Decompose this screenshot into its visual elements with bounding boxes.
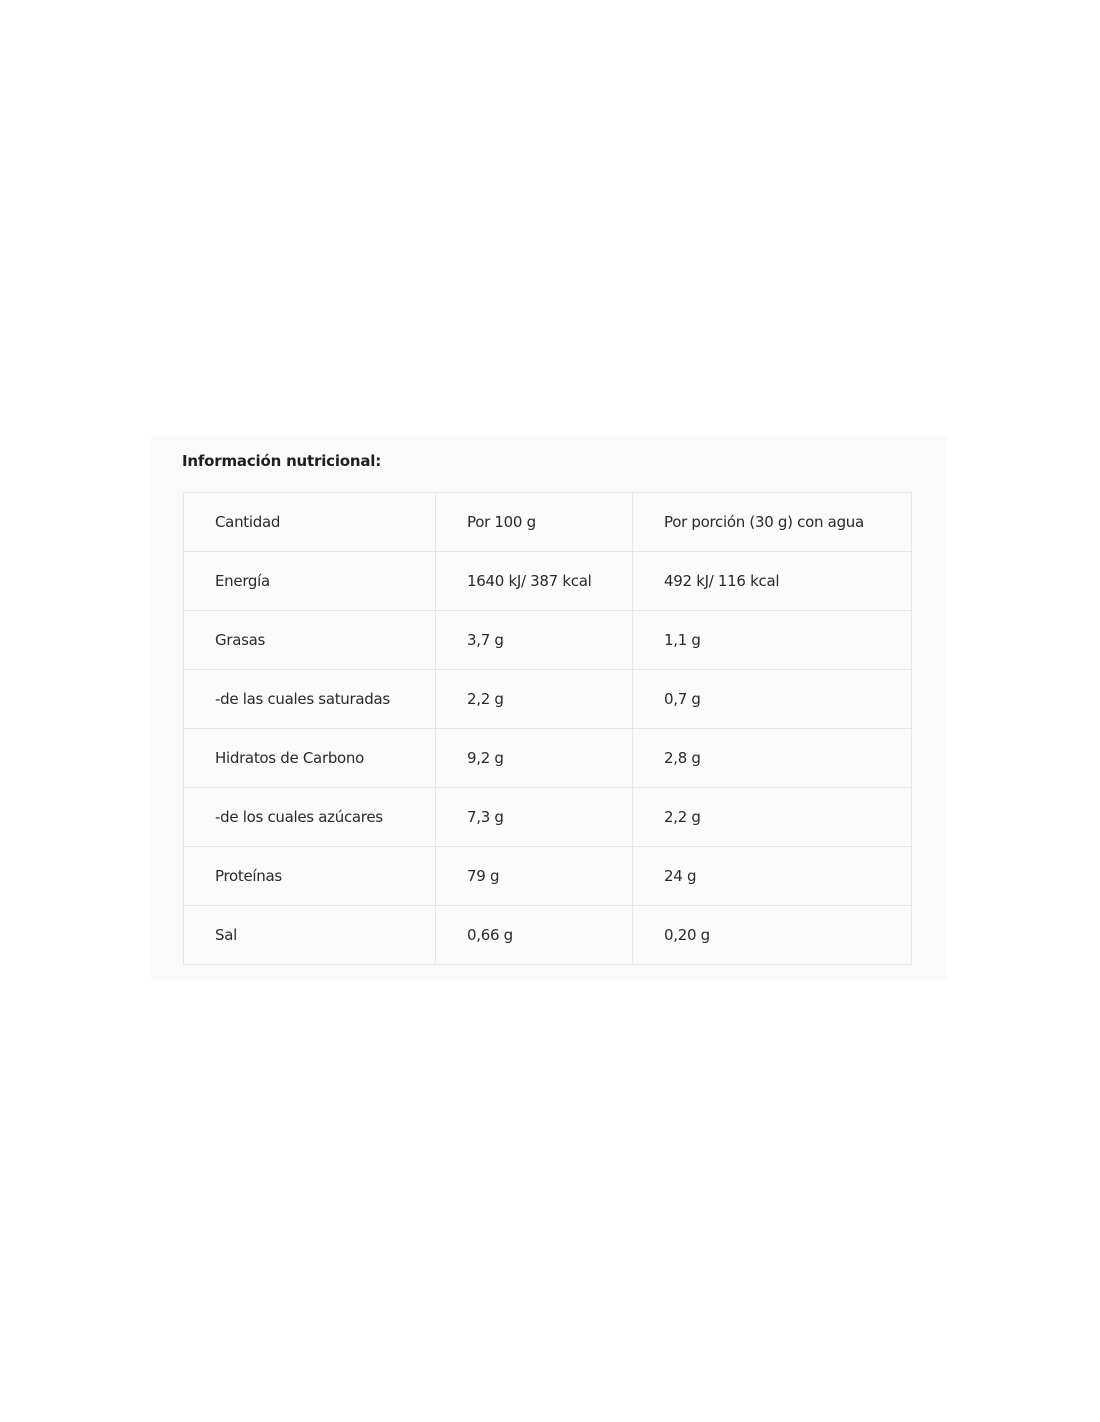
nutrition-table xyxy=(183,492,912,965)
value-per-100g: 79 g xyxy=(436,847,633,906)
value-per-100g: 3,7 g xyxy=(436,611,633,670)
value-per-100g: 7,3 g xyxy=(436,788,633,847)
value-per-100g: 1640 kJ/ 387 kcal xyxy=(436,552,633,611)
table-row-header xyxy=(184,493,912,552)
table-row xyxy=(184,788,912,847)
value-per-serving: 1,1 g xyxy=(633,611,912,670)
value-per-serving: 2,2 g xyxy=(633,788,912,847)
value-per-100g: 9,2 g xyxy=(436,729,633,788)
value-per-serving: 2,8 g xyxy=(633,729,912,788)
nutrient-name: Proteínas xyxy=(184,847,436,906)
table-row xyxy=(184,906,912,965)
nutrient-name: Sal xyxy=(184,906,436,965)
value-per-serving: 0,7 g xyxy=(633,670,912,729)
panel-title: Información nutricional: xyxy=(182,452,382,470)
table-row xyxy=(184,670,912,729)
header-cell-per-100g: Por 100 g xyxy=(436,493,633,552)
nutrient-name: -de los cuales azúcares xyxy=(184,788,436,847)
nutrient-name: Hidratos de Carbono xyxy=(184,729,436,788)
table-row xyxy=(184,552,912,611)
value-per-100g: 0,66 g xyxy=(436,906,633,965)
nutrient-name: Grasas xyxy=(184,611,436,670)
table-row xyxy=(184,729,912,788)
nutrient-name: Energía xyxy=(184,552,436,611)
value-per-100g: 2,2 g xyxy=(436,670,633,729)
nutrient-name: -de las cuales saturadas xyxy=(184,670,436,729)
value-per-serving: 492 kJ/ 116 kcal xyxy=(633,552,912,611)
header-cell-per-serving: Por porción (30 g) con agua xyxy=(633,493,912,552)
nutrition-panel xyxy=(151,436,947,980)
header-cell-quantity: Cantidad xyxy=(184,493,436,552)
value-per-serving: 0,20 g xyxy=(633,906,912,965)
value-per-serving: 24 g xyxy=(633,847,912,906)
table-row xyxy=(184,611,912,670)
table-row xyxy=(184,847,912,906)
